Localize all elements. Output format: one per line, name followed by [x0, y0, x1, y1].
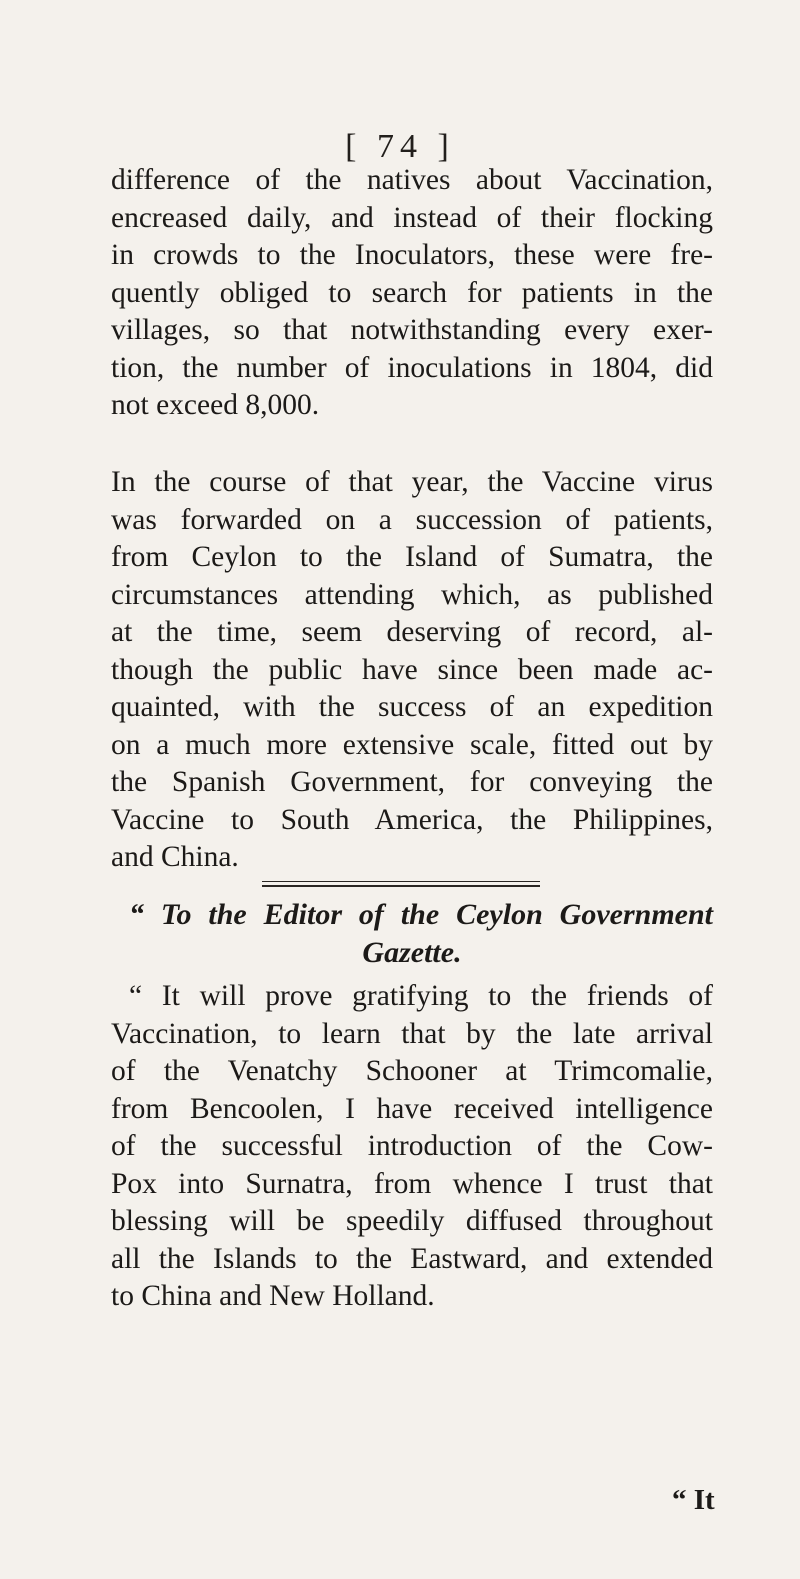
text-line: from Ceylon to the Island of Sumatra, the	[111, 541, 713, 573]
heading-line: “ To the Editor of the Ceylon Government	[129, 898, 713, 931]
text-line: in crowds to the Inoculators, these were fre-	[111, 239, 713, 271]
text-line: on a much more extensive scale, fitted out by	[111, 728, 713, 761]
text-line: “ It will prove gratifying to the friends of	[129, 980, 713, 1012]
text-line: not exceed 8,000.	[111, 389, 320, 421]
paragraph-continuation	[111, 162, 713, 425]
text-line: tion, the number of inoculations in 1804, did	[111, 351, 713, 384]
text-line: the Spanish Government, for conveying the	[111, 766, 713, 798]
text-line: Pox into Surnatra, from whence I trust that	[111, 1167, 713, 1200]
text-line: Vaccination, to learn that by the late arrival	[111, 1017, 713, 1050]
text-line: quainted, with the success of an expedition	[111, 691, 713, 723]
text-line: and China.	[111, 841, 239, 873]
text-line: at the time, seem deserving of record, al-	[111, 616, 713, 648]
catchword: “ It	[672, 1484, 715, 1516]
text-line: though the public have since been made ac-	[111, 653, 713, 686]
text-line: encreased daily, and instead of their flocking	[111, 201, 713, 234]
text-line: to China and New Holland.	[111, 1280, 435, 1312]
text-line: blessing will be speedily diffused throughout	[111, 1205, 713, 1237]
text-line: was forwarded on a succession of patients,	[111, 503, 713, 536]
text-line: quently obliged to search for patients in the	[111, 276, 713, 309]
text-line: In the course of that year, the Vaccine virus	[111, 466, 713, 498]
text-line: circumstances attending which, as published	[111, 578, 713, 611]
section-divider	[262, 881, 540, 887]
letter-heading	[111, 896, 713, 971]
text-line: Vaccine to South America, the Philippines,	[111, 803, 713, 836]
text-line: difference of the natives about Vaccination,	[111, 164, 713, 196]
letter-body	[111, 978, 713, 1316]
page-number: [ 74 ]	[345, 128, 455, 165]
paragraph-sumatra	[111, 464, 713, 877]
text-line: villages, so that notwithstanding every exer-	[111, 314, 713, 346]
text-line: of the successful introduction of the Cow-	[111, 1130, 713, 1162]
text-line: of the Venatchy Schooner at Trimcomalie,	[111, 1055, 713, 1087]
text-line: all the Islands to the Eastward, and extended	[111, 1242, 713, 1275]
text-line: from Bencoolen, I have received intelligence	[111, 1092, 713, 1125]
heading-line: Gazette.	[362, 935, 462, 969]
